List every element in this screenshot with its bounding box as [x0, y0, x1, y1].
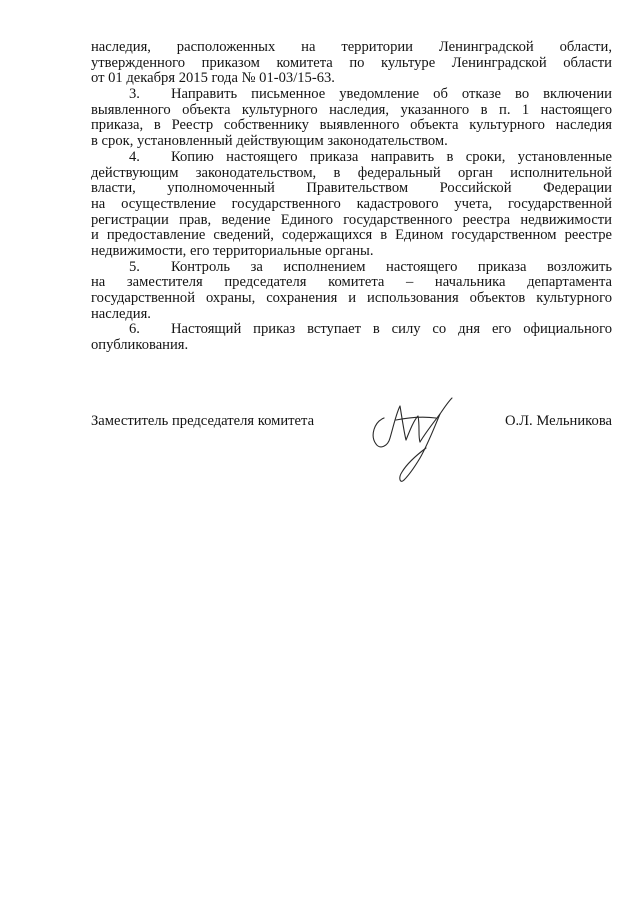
item-first-line [91, 87, 612, 103]
item-5 [91, 260, 612, 323]
item-4 [91, 150, 612, 260]
intro-line: утвержденного приказом комитета по культуре Ленинградской области [91, 54, 612, 71]
item-line-text: Контроль за исполнением настоящего приказа возложить [171, 258, 612, 275]
item-number: 6. [129, 321, 140, 338]
item-line-text: Копию настоящего приказа направить в сроки, установленные [171, 148, 612, 165]
handwritten-signature [360, 388, 470, 488]
item-number: 3. [129, 86, 140, 103]
intro-line: от 01 декабря 2015 года № 01-03/15-63. [91, 70, 335, 87]
intro-line: наследия, расположенных на территории Ленинградской области, [91, 39, 612, 55]
item-line: выявленного объекта культурного наследия, указанного в п. 1 настоящего [91, 101, 612, 118]
item-line: недвижимости, его территориальные органы. [91, 242, 374, 259]
item-line: опубликования. [91, 337, 189, 354]
item-line: приказа, в Реестр собственнику выявленного объекта культурного наследия [91, 117, 612, 134]
item-line: и предоставление сведений, содержащихся в Едином государственном реестре [91, 227, 612, 244]
item-first-line [91, 150, 612, 166]
document-body [91, 40, 612, 354]
signature-block [91, 414, 612, 434]
item-line: регистрации прав, ведение Единого государственного реестра недвижимости [91, 211, 612, 228]
item-number: 5. [129, 258, 140, 275]
item-number: 4. [129, 148, 140, 165]
item-first-line [91, 260, 612, 276]
item-first-line [91, 322, 612, 338]
item-line: на заместителя председателя комитета – начальника департамента [91, 274, 612, 291]
item-line: в срок, установленный действующим законодательством. [91, 133, 448, 150]
item-6 [91, 322, 612, 353]
item-line-text: Направить письменное уведомление об отказе во включении [171, 86, 612, 103]
item-line: на осуществление государственного кадастрового учета, государственной [91, 195, 612, 212]
signer-name: О.Л. Мельникова [504, 413, 612, 429]
item-3 [91, 87, 612, 150]
item-line: наследия. [91, 305, 151, 322]
position-title: Заместитель председателя комитета [91, 413, 315, 429]
item-line: государственной охраны, сохранения и использования объектов культурного [91, 290, 612, 306]
item-line: власти, уполномоченный Правительством Российской Федерации [91, 180, 612, 197]
intro-paragraph [91, 40, 612, 87]
item-line: действующим законодательством, в федеральный орган исполнительной [91, 164, 612, 181]
item-line-text: Настоящий приказ вступает в силу со дня его официального [171, 321, 612, 338]
